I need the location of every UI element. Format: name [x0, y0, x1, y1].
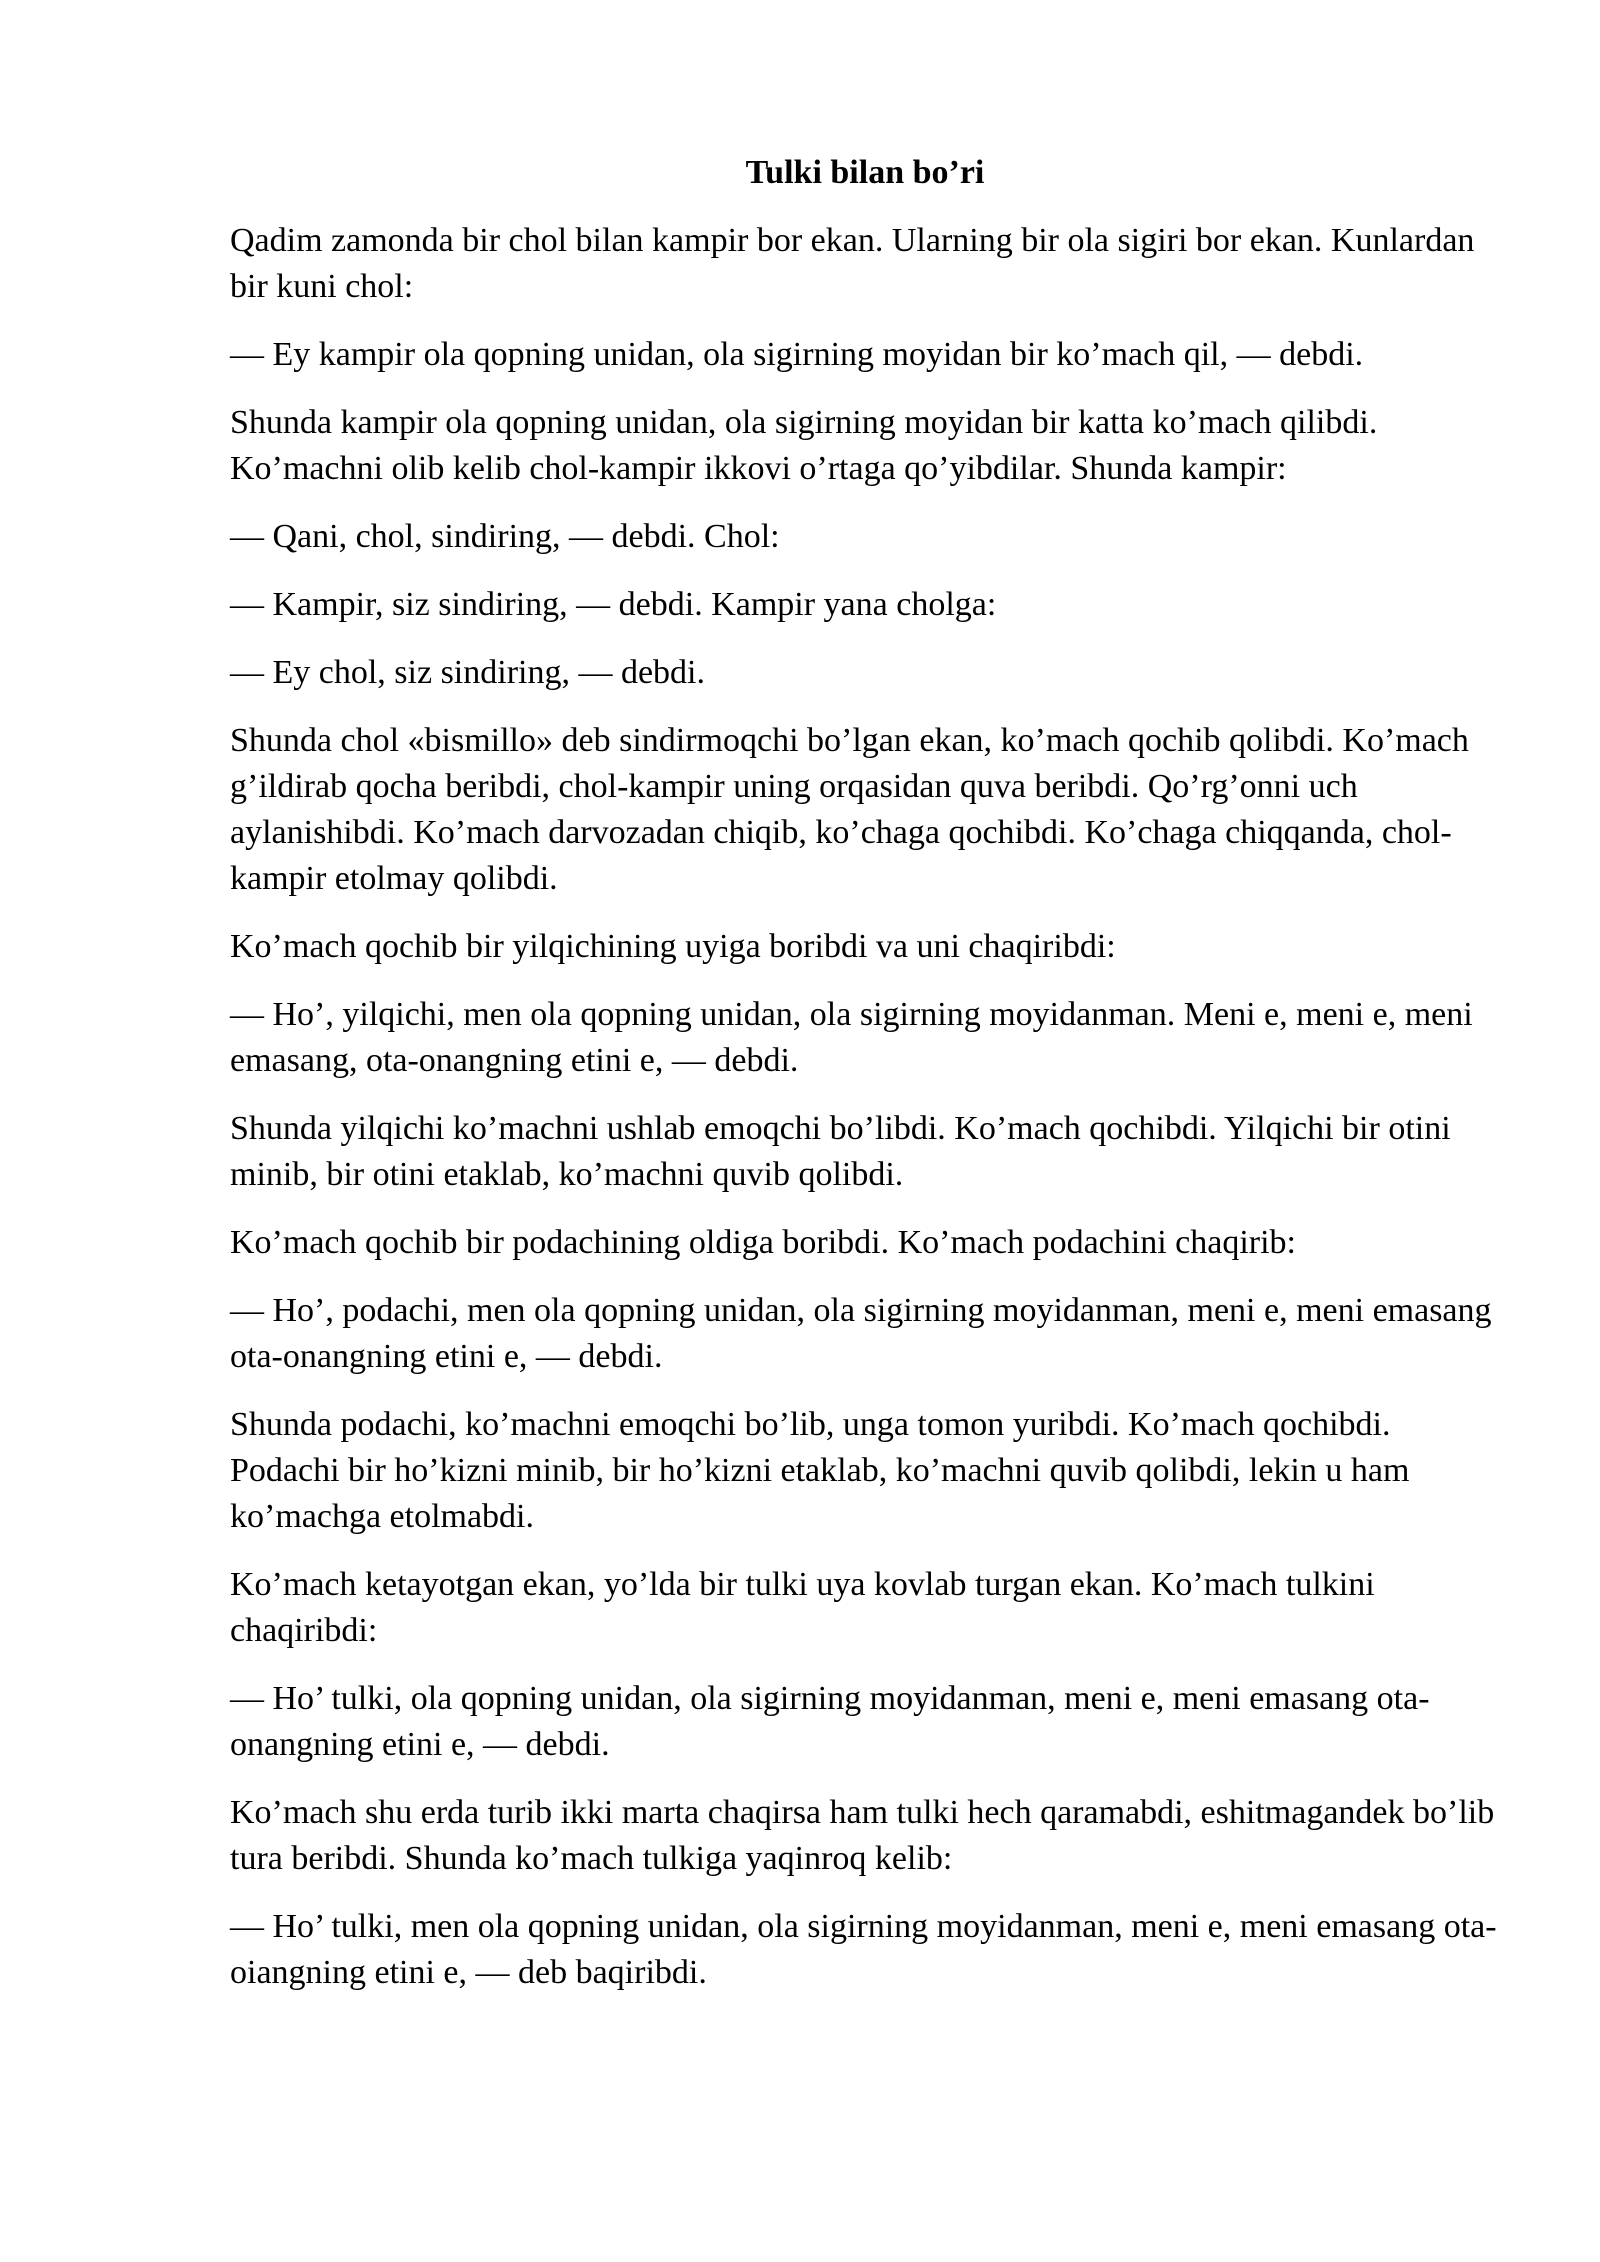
- paragraph: Ko’mach shu erda turib ikki marta chaqirsa ham tulki hech qaramabdi, eshitmagandek bo’lib tura beribdi. Shunda ko’mach tulkiga yaqinroq kelib:: [230, 1794, 1495, 1877]
- paragraph: — Ey kampir ola qopning unidan, ola sigirning moyidan bir ko’mach qil, — debdi.: [230, 336, 1364, 373]
- paragraph: Shunda podachi, ko’machni emoqchi bo’lib, unga tomon yuribdi. Ko’mach qochibdi. Podachi bir ho’kizni minib, bir ho’kizni etaklab, ko’machni quvib qolibdi, lekin u ham ko’machga etolmabdi.: [230, 1406, 1410, 1535]
- paragraph: Shunda yilqichi ko’machni ushlab emoqchi bo’libdi. Ko’mach qochibdi. Yilqichi bir otini minib, bir otini etaklab, ko’machni quvib qolibdi.: [230, 1110, 1451, 1193]
- paragraph: — Qani, chol, sindiring, — debdi. Chol:: [230, 518, 780, 555]
- paragraph: — Ho’, podachi, men ola qopning unidan, ola sigirning moyidanman, meni e, meni emasang ota-onangning etini e, — debdi.: [230, 1292, 1492, 1375]
- paragraph: — Ho’ tulki, men ola qopning unidan, ola sigirning moyidanman, meni e, meni emasang ota-oiangning etini e, — deb baqiribdi.: [230, 1908, 1497, 1991]
- document-body: [230, 150, 1500, 2018]
- paragraph: — Ho’, yilqichi, men ola qopning unidan, ola sigirning moyidanman. Meni e, meni e, meni emasang, ota-onangning etini e, — debdi.: [230, 996, 1473, 1079]
- document-title: Tulki bilan bo’ri: [745, 154, 985, 191]
- paragraph: — Ey chol, siz sindiring, — debdi.: [230, 654, 706, 691]
- paragraph: Shunda kampir ola qopning unidan, ola sigirning moyidan bir katta ko’mach qilibdi. Ko’machni olib kelib chol-kampir ikkovi o’rtaga qo’yibdilar. Shunda kampir:: [230, 404, 1378, 487]
- paragraph: Ko’mach ketayotgan ekan, yo’lda bir tulki uya kovlab turgan ekan. Ko’mach tulkini chaqiribdi:: [230, 1566, 1375, 1649]
- paragraph: Shunda chol «bismillo» deb sindirmoqchi bo’lgan ekan, ko’mach qochib qolibdi. Ko’mach g’ildirab qocha beribdi, chol-kampir uning orqasidan quva beribdi. Qo’rg’onni uch aylanishibdi. Ko’mach darvozadan chiqib, ko’chaga qochibdi. Ko’chaga chiqqanda, chol-kampir etolmay qolibdi.: [230, 722, 1469, 897]
- paragraph: — Ho’ tulki, ola qopning unidan, ola sigirning moyidanman, meni e, meni emasang ota-onangning etini e, — debdi.: [230, 1680, 1430, 1763]
- paragraph: Qadim zamonda bir chol bilan kampir bor ekan. Ularning bir ola sigiri bor ekan. Kunlardan bir kuni chol:: [230, 222, 1475, 305]
- paragraph: Ko’mach qochib bir podachining oldiga boribdi. Ko’mach podachini chaqirib:: [230, 1224, 1297, 1261]
- paragraph: Ko’mach qochib bir yilqichining uyiga boribdi va uni chaqiribdi:: [230, 928, 1116, 965]
- paragraph: — Kampir, siz sindiring, — debdi. Kampir yana cholga:: [230, 586, 997, 623]
